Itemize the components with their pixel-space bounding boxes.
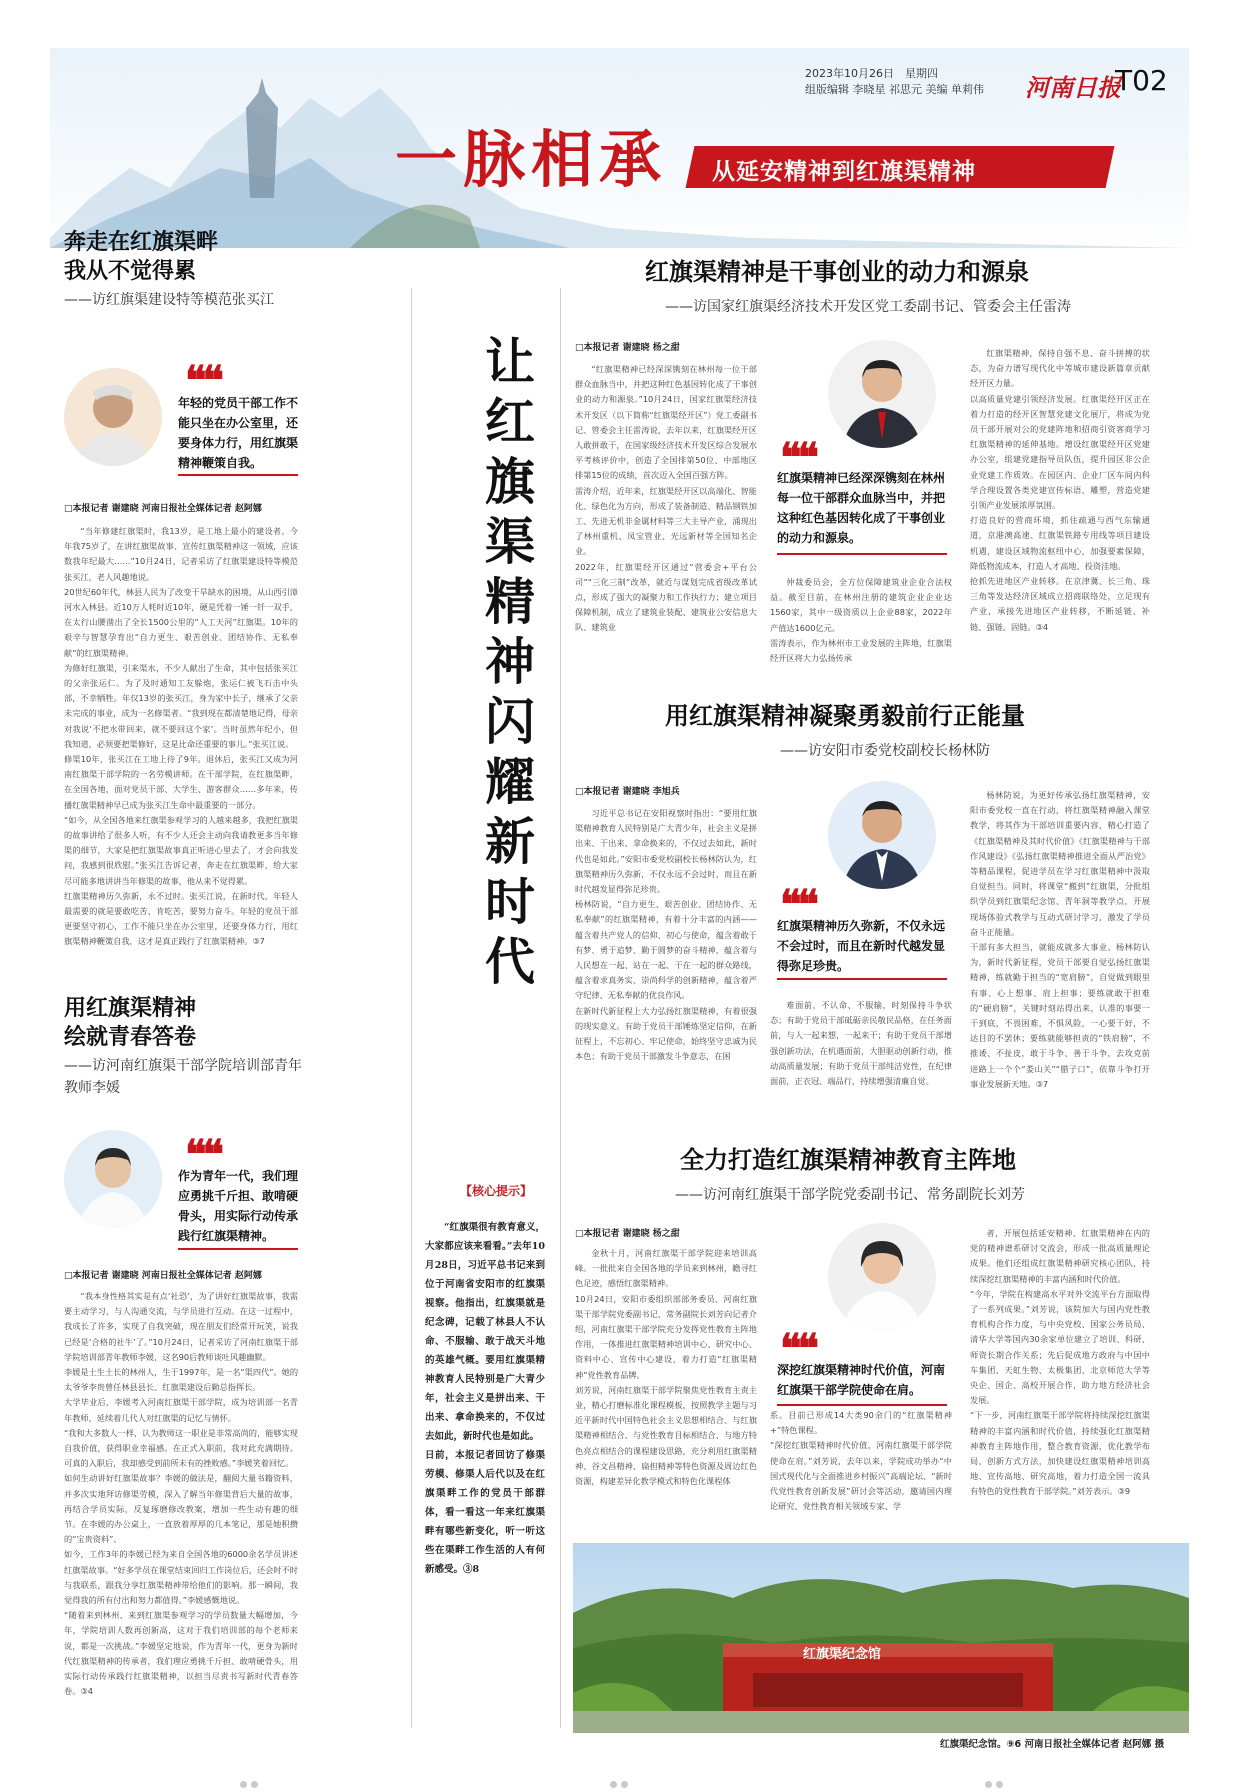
article-title: 红旗渠精神是干事创业的动力和源泉 [645,257,1029,286]
pager-dots [610,1773,640,1781]
main-vertical-title: 让红旗渠精神闪耀新时代 [485,332,535,991]
article-col: “红旗渠精神已经深深镌刻在林州每一位干部群众血脉当中，并把这种红色基因转化成了干事创业的动力和源泉。”10月24日，国家红旗渠经济技术开发区（以下简称“红旗渠经开区”）党工委副书记、管委会主任雷涛说，去年以来，红旗渠经开区人敢拼敢干，在国家级经济技术开发区综合发展水平考核评价中，创造了全国排第50位、中部地区排第15位的成绩，首次迈入全国百强方阵。 雷涛介绍，近年来，红旗渠经开区以高端化、智能化、绿色化为方向，形成了装备制造、精品钢铁加工、先进无机非金属材料等三大主导产业，涌现出了林州重机、凤宝管业、光远新材等全国知名企业。 2022年，红旗渠经开区通过“营委会+平台公司”“三化三制”改革，就近与谋划完成省级改革试点，形成了强大的凝聚力和工作执行力；建立项目保障机制，成立了建筑业装配、建筑业公安信息大队、建筑业 [575,364,757,633]
article-subtitle: ——访红旗渠建设特等模范张买江 [64,292,274,309]
building-sign: 红旗渠纪念馆 [803,1647,882,1662]
issue-date: 2023年10月26日 星期四 [805,67,938,80]
page-header [50,48,1189,248]
article-col: 仲裁委员会，全方位保障建筑业企业合法权益。截至目前，在林州注册的建筑企业企业达1560家，其中一级资质以上企业88家，2022年产值达1600亿元。 雷涛表示，作为林州市工业发展的主阵地，红旗渠经开区将大力弘扬传承 [770,577,952,664]
pull-quote: 年轻的党员干部工作不能只坐在办公室里，还要身体力行，用红旗渠精神鞭策自我。 [178,396,299,470]
banner-subtitle: 从延安精神到红旗渠精神 [712,158,976,185]
byline: □本报记者 谢建晓 杨之甜 [575,343,680,353]
byline: □本报记者 谢建晓 杨之甜 [575,1229,680,1239]
quote-icon: ❝❝ [780,881,816,928]
article-body: “当年修建红旗渠时，我13岁，是工地上最小的建设者。今年我75岁了，在讲红旗渠故事、宣传红旗渠精神这一领域，应该数我年纪最大……”10月24日，记者采访了红旗渠建设特等模范张买江，老人风趣地说。 20世纪60年代，林县人民为了改变干旱缺水的困境，从山西引漳河水入林县。近10万人耗时近10年，硬是凭着一锤一钎一双手，在太行山腰凿出了全长1500公里的“人工天河”红旗渠。10年的艰辛与智慧孕育出“自力更生、艰苦创业、团结协作、无私奉献”的红旗渠精神。 为修好红旗渠，引来渠水，不少人献出了生命，其中包括张买江的父亲张运仁。为了及时通知工友躲炮，张运仁被飞石击中头部，不幸牺牲。年仅13岁的张买江，身为家中长子，继承了父亲未完成的事业，成为一名修渠者。“我到现在都清楚地记得，母亲对我说‘不把水带回来，就不要回这个家’。当时虽然年纪小，但我知道，必须要把渠修好，这是比命还重要的事儿。”张买江说。 修渠10年，张买江在工地上待了9年。退休后，张买江又成为河南红旗渠干部学院的一名劳模讲师。在干部学院，在红旗渠畔，在全国各地，面对党员干部、大学生、游客群众……多年来，传播红旗渠精神早已成为张买江生命中最重要的一部分。 “如今，从全国各地来红旗渠参观学习的人越来越多，我把红旗渠的故事讲给了很多人听，有不少人还会主动向我请教更多当年修渠的细节，大家是把红旗渠故事真正听进心里去了，才会向我发问，我感到很欣慰。”张买江告诉记者，奔走在红旗渠畔，给大家尽可能多地讲讲当年修渠的故事，他从来不觉得累。 红旗渠精神历久弥新，永不过时。张买江说，在新时代，年轻人最需要的就是要敢吃苦、肯吃苦，要努力奋斗。年轻的党员干部更要坚守初心，工作不能只坐在办公室里，还要身体力行，用红旗渠精神鞭策自我，这才是真正践行了红旗渠精神。③7 [64,526,298,947]
quote-icon: ❝❝ [185,1131,221,1178]
pull-quote: 红旗渠精神历久弥新，不仅永远不会过时，而且在新时代越发显得弥足珍贵。 [777,919,946,973]
byline: □本报记者 谢建晓 河南日报社全媒体记者 赵阿娜 [64,504,262,514]
article-subtitle: ——访河南红旗渠干部学院培训部青年教师李媛 [64,1058,302,1097]
article-col: 者，开展包括延安精神、红旗渠精神在内的党的精神谱系研讨交流会，形成一批高质量理论成果。他们还组成红旗渠精神研究核心团队，持续深挖红旗渠精神的丰富内涵和时代价值。 “今年，学院在构建高水平对外交流平台方面取得了一系列成果。”刘芳说，该院加大与国内党性教育机构合作力度，与中央党校、国家公务员局、清华大学等国内30余家单位建立了培训、科研、师资长期合作关系；先后促成地方政府与中国中车集团、天虹生物、太极集团、北京师范大学等央企、国企、高校开展合作，助力地方经济社会发展。 “下一步，河南红旗渠干部学院将持续深挖红旗渠精神的丰富内涵和时代价值，持续强化红旗渠精神教育主阵地作用，整合教育资源，优化教学布局，创新方式方法，加快建设红旗渠精神培训高地、宣传高地、研究高地，着力打造全国一流具有特色的党性教育干部学院。”刘芳表示。③9 [970,1228,1150,1497]
issue-meta [805,66,984,98]
pagoda-icon [246,78,278,198]
quote-rule [777,553,947,555]
article-col: 系。目前已形成14大类90余门的“红旗渠精神+”特色课程。 “深挖红旗渠精神时代价值，河南红旗渠干部学院使命在肩。”刘芳说，去年以来，学院成功举办“中国式现代化与全面推进乡村振兴”高端论坛、“新时代党性教育创新发展”研讨会等活动，邀请国内理论研究、党性教育相关领域专家、学 [770,1410,952,1512]
article-title: 全力打造红旗渠精神教育主阵地 [680,1145,1016,1174]
quote-rule [178,1248,298,1250]
memorial-hall-photo [573,1543,1189,1733]
column-divider [560,288,561,1728]
pull-quote: 作为青年一代，我们理应勇挑千斤担、敢啃硬骨头，用实际行动传承践行红旗渠精神。 [178,1169,299,1243]
quote-icon: ❝❝ [780,1325,816,1372]
newspaper-page [50,48,1189,1749]
pull-quote: 深挖红旗渠精神时代价值，河南红旗渠干部学院使命在肩。 [777,1363,946,1397]
article-col: 习近平总书记在安阳视察时指出：“要用红旗渠精神教育人民特别是广大青少年，社会主义是拼出来、干出来、拿命换来的，不仅过去如此，新时代也是如此。”安阳市委党校副校长杨林防认为，红旗渠精神历久弥新，不仅永远不会过时，而且在新时代越发显得弥足珍贵。 杨林防说，“自力更生、艰苦创业、团结协作、无私奉献”的红旗渠精神，有着十分丰富的内涵——蕴含着共产党人的信仰、初心与使命，蕴含着敢于有梦、勇于追梦、勤于圆梦的奋斗精神，蕴含着与人民想在一起、站在一起、干在一起的群众路线，蕴含着求真务实、崇尚科学的创新精神，蕴含着严守纪律、无私奉献的优良作风。 在新时代新征程上大力弘扬红旗渠精神，有着很强的现实意义。有助于党员干部锤炼坚定信仰，在新征程上，不忘初心、牢记使命，始终坚守忠诚为民本色；有助于党员干部激发斗争意志，在困 [575,808,757,1062]
article-subtitle: ——访安阳市委党校副校长杨林防 [780,743,990,759]
quote-rule [178,474,298,476]
avatar-liu [828,1223,936,1331]
quote-rule [777,978,947,980]
column-divider [411,288,412,1728]
avatar-lei [828,340,936,448]
article-body: “我本身性格其实是有点‘社恐’，为了讲好红旗渠故事，我需要主动学习，与人沟通交流，与学员进行互动。在这一过程中，我成长了许多，实现了自我突破，现在朋友们经常开玩笑，说我已经是‘合格的社牛’了。”10月24日，记者采访了河南红旗渠干部学院培训部青年教师李媛，这名90后教师谈吐风趣幽默。 李媛是土生土长的林州人，生于1997年，是一名“渠四代”。她的太爷爷李贵曾任林县县长、红旗渠建设后勤总指挥长。 大学毕业后，李媛考入河南红旗渠干部学院，成为培训部一名青年教师，延续着几代人对红旗渠的记忆与情怀。 “我和大多数人一样，认为教师这一职业是非常高尚的，能够实现自我价值，获得职业幸福感。在正式入职前，我对此充满期待。可真的入职后，我却感受到前所未有的挫败感。”李媛笑着回忆。 如何生动讲好红旗渠故事？李媛的做法是，翻阅大量书籍资料，并多次实地拜访修渠劳模，深入了解当年修渠背后大量的故事，再结合学员实际，反复琢磨修改教案，增加一些生动有趣的细节。在李媛的办公桌上，一直放着厚厚的几本笔记，那是她积攒的“宝贵资料”。 如今，工作3年的李媛已经为来自全国各地的6000余名学员讲述红旗渠故事。“好多学员在课堂结束回归工作岗位后，还会时不时与我联系，跟我分享红旗渠精神带给他们的影响。那一瞬间，我觉得我的所有付出和努力都值得。”李媛感慨地说。 “随着来到林州、来到红旗渠参观学习的学员数量大幅增加，今年，学院培训人数再创新高，这对于我们培训部的每个老师来说，都是一次挑战。”李媛坚定地说，作为青年一代，更身为新时代红旗渠精神的传承者，我们理应勇挑千斤担、敢啃硬骨头，用实际行动传承践行红旗渠精神，以担当尽责书写新时代青春答卷。③4 [64,1291,298,1697]
article-col: 红旗渠精神，保持自强不息、奋斗拼搏的状态，为奋力谱写现代化中等城市建设新篇章贡献经开区力量。 以高质量党建引领经济发展。红旗渠经开区正在着力打造的经开区智慧党建文化展厅，将成为党员干部开展对公的党建阵地和招商引资客商学习红旗渠精神的延伸基地。增设红旗渠经开区党建办公室，组建党建指导员队伍，提升园区非公企业党建工作质效。在园区内、企业厂区车间内科学合理设置各类党建宣传标语、雕塑，营造党建引领产业发展浓厚氛围。 打造良好的营商环境，抓住疏通与西气东输通道，京港澳高速、红旗渠铁路专用线等项目建设机遇，建设区域物流枢纽中心，加强要素保障，降低物流成本，打造人才高地、投资洼地。 抢抓先进地区产业转移。在京津冀、长三角、珠三角等发达经济区域成立招商联络处，立足现有产业，承接先进地区产业转移，不断延链、补链、强链、固链。③4 [970,348,1150,632]
key-label: 【核心提示】 [460,1184,533,1198]
article-col: 杨林防说，为更好传承弘扬红旗渠精神，安阳市委党校一直在行动，将红旗渠精神融入课堂教学，将其作为干部培训重要内容，精心打造了《红旗渠精神及其时代价值》《红旗渠精神与干部作风建设》《弘扬红旗渠精神推进全面从严治党》等精品课程，促进学员在学习红旗渠精神中汲取自觉担当。同时，将课堂“搬到”红旗渠，分批组织学员到红旗渠纪念馆、青年洞等教学点，开展现场体验式教学与互动式研讨学习，激发了学员奋斗正能量。 干部有多大担当，就能成就多大事业。杨林防认为，新时代新征程，党员干部要自觉弘扬红旗渠精神，练就勤于担当的“宽肩膀”，自觉做到眼里有事、心上想事、肩上担事；要练就敢于担难的“硬肩膀”，关键时刻站得出来，认准的事要一干到底，不畏困难，不惧风险，一心要干好，不达目的不罢休；要练就能够担责的“铁肩膀”，不推诿、不扯皮，敢于斗争、善于斗争，去攻克前进路上一个个“娄山关”“腊子口”，依靠斗争打开事业发展新天地。③7 [970,790,1150,1089]
editors: 组版编辑 李晓星 祁思元 美编 单莉伟 [805,83,984,96]
avatar-li [64,1130,162,1228]
article-title: 用红旗渠精神凝聚勇毅前行正能量 [665,701,1025,730]
article-title: 奔走在红旗渠畔 我从不觉得累 [64,229,219,284]
article-col: 金秋十月，河南红旗渠干部学院迎来培训高峰。一批批来自全国各地的学员来到林州，瞻寻红色足迹，感悟红旗渠精神。 10月24日，安阳市委组织部部务委员、河南红旗渠干部学院党委副书记、常务副院长刘芳向记者介绍，河南红旗渠干部学院充分发挥党性教育主阵地作用，一体推进红旗渠精神培训中心、研究中心、资料中心、宣传中心建设，着力打造“红旗渠精神”党性教育品牌。 刘芳说，河南红旗渠干部学院聚焦党性教育主责主业，精心打磨标准化课程模板，按照教学主题与习近平新时代中国特色社会主义思想相结合、与红旗渠精神相结合、与党性教育目标相结合、与地方特色亮点相结合的课程建设思路，充分利用红旗渠精神、谷文昌精神、扁担精神等特色资源及周边红色资源，构建差异化教学模式和特色化课程体 [575,1248,757,1487]
banner-title: 一脉相承 [395,123,668,196]
article-subtitle: ——访河南红旗渠干部学院党委副书记、常务副院长刘芳 [675,1187,1025,1203]
article-col: 难面前，不认命、不服输，时刻保持斗争状态；有助于党员干部砥砺亲民敬民品格，在任务面前，与人一起来想，一起来干；有助于党员干部增强创新功法，在机遇面前，大胆驱动创新行动，推动高质量发展；有助于党员干部纯洁党性，在纪律面前，正衣冠、端品行，持续增强清廉自觉。 [770,1000,952,1087]
article-li [64,994,364,1099]
quote-icon: ❝❝ [780,434,816,481]
byline: □本报记者 谢建晓 李旭兵 [575,787,680,797]
key-text: “红旗渠很有教育意义，大家都应该来看看。”去年10月28日，习近平总书记来到位于河南省安阳市的红旗渠视察。他指出，红旗渠就是纪念碑，记载了林县人不认命、不服输、敢于战天斗地的英雄气概。要用红旗渠精神教育人民特别是广大青少年，社会主义是拼出来、干出来、拿命换来的，不仅过去如此，新时代也是如此。 日前，本报记者回访了修渠劳模、修渠人后代以及在红旗渠畔工作的党员干部群体，看一看这一年来红旗渠畔有哪些新变化，听一听这些在渠畔工作生活的人有何新感受。③8 [425,1222,545,1575]
pull-quote: 红旗渠精神已经深深镌刻在林州每一位干部群众血脉当中，并把这种红色基因转化成了干事创业的动力和源泉。 [777,471,946,545]
article-title: 用红旗渠精神 绘就青春答卷 [64,995,197,1050]
pager-dots [240,1773,270,1781]
pager-dots [985,1773,1015,1781]
article-subtitle: ——访国家红旗渠经济技术开发区党工委副书记、管委会主任雷涛 [665,299,1071,315]
quote-icon: ❝❝ [185,357,221,404]
newspaper-logo: 河南日报 [1025,73,1121,102]
avatar-yang [828,781,936,889]
article-zhang [64,228,364,309]
photo-caption: 红旗渠纪念馆。⑨6 河南日报社全媒体记者 赵阿娜 摄 [940,1739,1165,1749]
quote-rule [777,1404,947,1406]
avatar-zhang [64,368,162,466]
byline: □本报记者 谢建晓 河南日报社全媒体记者 赵阿娜 [64,1271,262,1281]
page-number: T02 [1115,64,1168,97]
